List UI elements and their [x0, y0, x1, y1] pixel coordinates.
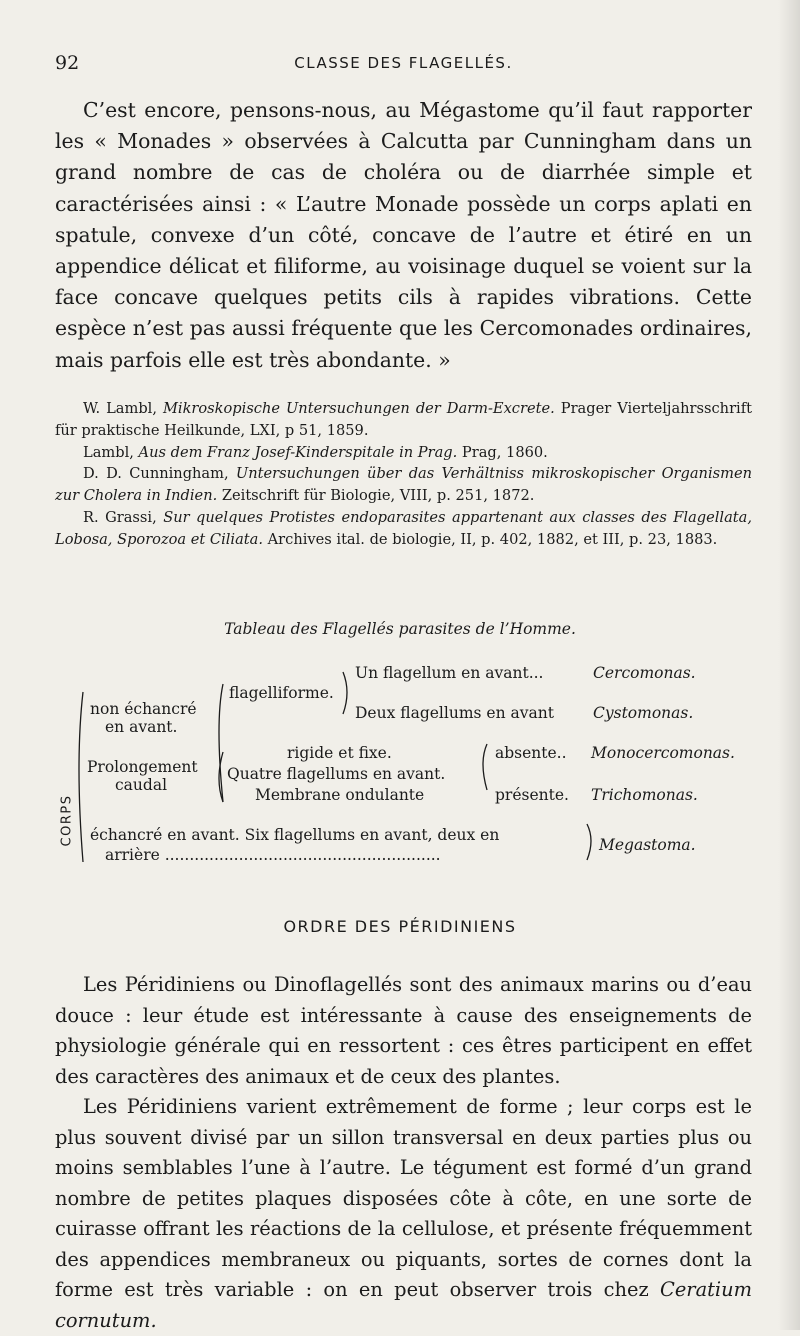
references: [55, 398, 752, 551]
table-title: Tableau des Flagellés parasites de l’Homme.: [224, 620, 576, 638]
page-header: [55, 52, 752, 78]
cell-non-echancre: non échancré: [90, 700, 197, 718]
cell-arriere: arrière ........................................................: [105, 846, 441, 864]
cell-presente: présente.: [495, 786, 569, 804]
reference-item: Lambl, Aus dem Franz Josef-Kinderspitale in Prag. Prag, 1860.: [83, 443, 548, 461]
paragraph-text: Les Péridiniens ou Dinoflagellés sont des animaux marins ou d’eau douce : leur étude est intéressante à cause des enseignements de physiologie générale qui en ressortent : ces êtres participent en effet des caractères des animaux et de ceux des plantes.: [55, 973, 752, 1088]
cell-quatre: Quatre flagellums en avant.: [227, 765, 446, 783]
cell-cystomonas: Cystomonas.: [593, 704, 694, 722]
cell-trichomonas: Trichomonas.: [591, 786, 698, 804]
paragraph-peridiniens: [55, 970, 752, 1336]
corps-label: CORPS: [59, 794, 75, 846]
paragraph-text: C’est encore, pensons-nous, au Mégastome qu’il faut rapporter les « Monades » observées à Calcutta par Cunningham dans un grand nombre de cas de choléra ou de diarrhée simple et caractérisées ainsi : « L’autre Monade possède un corps aplati en spatule, convexe d’un côté, concave de l’autre et étiré en un appendice délicat et filiforme, au voisinage duquel se voient sur la face concave quelques petits cils à rapides vibrations. Cette espèce n’est pas aussi fréquente que les Cercomonades ordinaires, mais parfois elle est très abondante. »: [55, 98, 752, 372]
reference-item: D. D. Cunningham, Untersuchungen über das Verhältniss mikroskopischer Organismen zur Cholera in Indien. Zeitschrift für Biologie, VIII, p. 251, 1872.: [55, 465, 752, 505]
page-number: 92: [55, 52, 80, 74]
cell-flagelliforme: flagelliforme.: [229, 684, 334, 702]
cell-absente: absente..: [495, 744, 567, 762]
cell-monocercomonas: Monocercomonas.: [591, 744, 735, 762]
paragraph-text: Les Péridiniens varient extrêmement de forme ; leur corps est le plus souvent divisé par un sillon transversal en deux parties plus ou moins semblables l’une à l’autre. Le tégument est formé d’un grand nombre de petites plaques disposées côte à côte, en une sorte de cuirasse offrant les réactions de la cellulose, et présente fréquemment des appendices membraneux ou piquants, sortes de cornes dont la forme est très variable : on en peut observer trois chez Ceratium cornutum.: [55, 1095, 752, 1332]
classification-table: [55, 662, 755, 872]
cell-echancre: échancré en avant. Six flagellums en avant, deux en: [90, 826, 500, 844]
reference-item: W. Lambl, Mikroskopische Untersuchungen der Darm-Excrete. Prager Vierteljahrsschrift für praktische Heilkunde, LXI, p 51, 1859.: [55, 400, 752, 439]
cell-prolongement: Prolongement: [87, 758, 198, 776]
cell-cercomonas: Cercomonas.: [593, 664, 696, 682]
cell-en-avant: en avant.: [105, 718, 178, 736]
cell-membrane: Membrane ondulante: [255, 786, 425, 804]
running-title: CLASSE DES FLAGELLÉS.: [294, 54, 513, 72]
cell-caudal: caudal: [115, 776, 168, 794]
cell-rigide: rigide et fixe.: [287, 744, 392, 762]
paragraph-megastome: [55, 95, 752, 376]
section-title: ORDRE DES PÉRIDINIENS: [283, 917, 517, 936]
reference-item: R. Grassi, Sur quelques Protistes endoparasites appartenant aux classes des Flagellata, Lobosa, Sporozoa et Ciliata. Archives ital. de biologie, II, p. 402, 1882, et III, p. 23, 1883.: [55, 508, 752, 548]
cell-un-flagellum: Un flagellum en avant...: [355, 664, 544, 682]
page-edge-shadow: [778, 0, 800, 1330]
cell-megastoma: Megastoma.: [599, 836, 696, 854]
cell-deux-flagellums: Deux flagellums en avant: [355, 704, 554, 722]
